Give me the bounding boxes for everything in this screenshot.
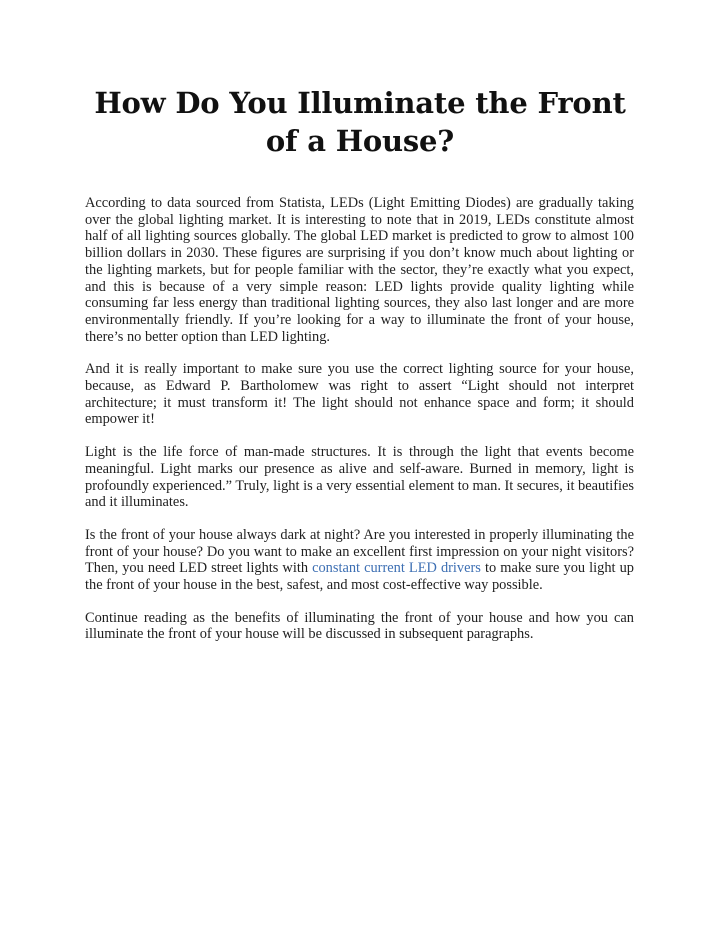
paragraph-light-life-force: Light is the life force of man-made structures. It is through the light that events become meaningful. Light marks our presence as alive and self-aware. Burned in memory, light is profoundly experienced.” Truly, light is a very essential element to man. It secures, it beautifies and it illuminates.: [85, 444, 634, 511]
constant-current-led-drivers-link[interactable]: constant current LED drivers: [312, 560, 481, 577]
paragraph-text-after-link: to make sure you light up the front of your house in the best, safest, and most cost-effective way possible.: [85, 560, 635, 594]
paragraph-front-dark-at-night: [85, 527, 634, 594]
paragraph-text-before-link: Is the front of your house always dark at night? Are you interested in properly illuminating the front of your house? Do you want to make an excellent first impression on your night visitors? Then, you need LED street lights with: [85, 526, 634, 577]
paragraph-statista-intro: According to data sourced from Statista, LEDs (Light Emitting Diodes) are gradually taking over the global lighting market. It is interesting to note that in 2019, LEDs constitute almost half of all lighting sources globally. The global LED market is predicted to grow to almost 100 billion dollars in 2030. These figures are surprising if you don’t know much about lighting or the lighting markets, but for people familiar with the sector, they’re exactly what you expect, and this is because of a very simple reason: LED lights provide quality lighting while consuming far less energy than traditional lighting sources, they also last longer and are more environmentally friendly. If you’re looking for a way to illuminate the front of your house, there’s no better option than LED lighting.: [85, 195, 634, 345]
article-body: [85, 195, 634, 659]
page-title: How Do You Illuminate the Front of a House?: [94, 86, 626, 158]
paragraph-continue-reading: Continue reading as the benefits of illuminating the front of your house and how you can illuminate the front of your house will be discussed in subsequent paragraphs.: [85, 609, 634, 643]
paragraph-bartholomew-quote: And it is really important to make sure you use the correct lighting source for your house, because, as Edward P. Bartholomew was right to assert “Light should not interpret architecture; it must transform it! The light should not enhance space and form; it should empower it!: [85, 361, 634, 428]
